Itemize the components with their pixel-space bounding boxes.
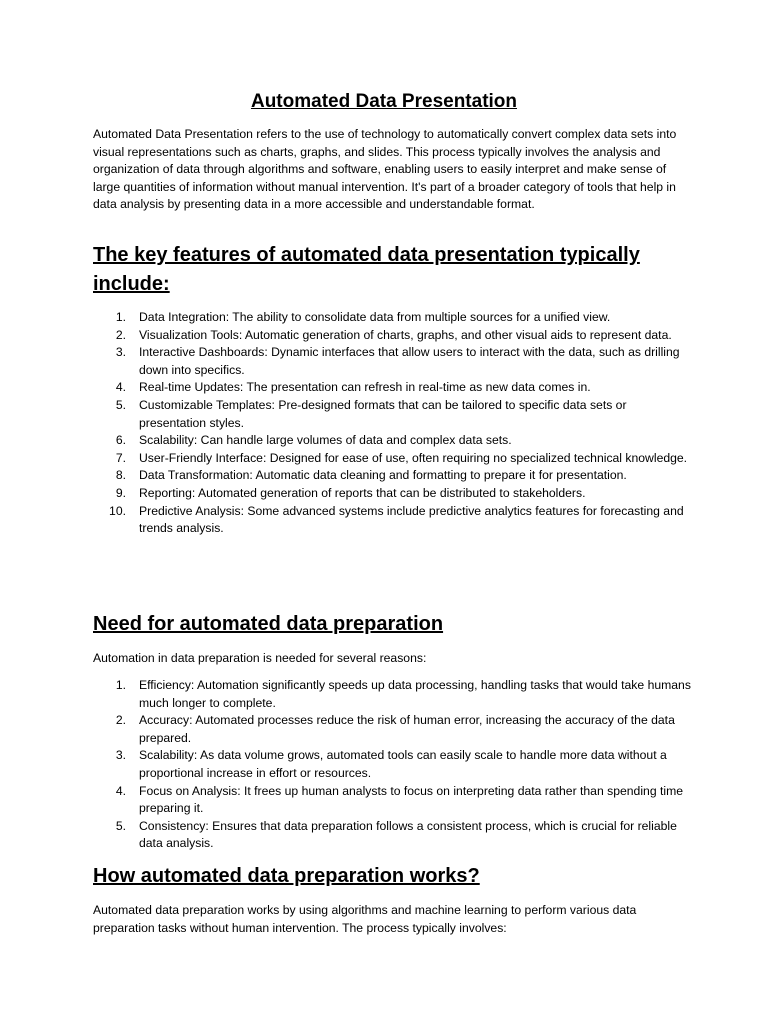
list-item: [93, 344, 693, 379]
list-item-text: Predictive Analysis: Some advanced systems include predictive analytics features for forecasting and trends analysis.: [139, 503, 684, 536]
list-number: 7.: [115, 450, 126, 465]
list-item: [93, 450, 693, 468]
list-item-text: Consistency: Ensures that data preparation follows a consistent process, which is crucial for reliable data analysis.: [139, 818, 677, 851]
features-list: [93, 309, 693, 538]
list-item-text: Customizable Templates: Pre-designed formats that can be tailored to specific data sets or presentation styles.: [139, 397, 627, 430]
list-item: [93, 747, 693, 782]
list-item: [93, 503, 693, 538]
need-intro-paragraph: Automation in data preparation is needed for several reasons:: [93, 651, 427, 665]
list-number: 5.: [115, 397, 126, 412]
list-item-text: Scalability: As data volume grows, automated tools can easily scale to handle more data without a proportional increase in effort or resources.: [139, 748, 667, 780]
features-heading: The key features of automated data presentation typically include:: [93, 244, 640, 295]
list-item: [93, 309, 693, 327]
reasons-list: [93, 677, 693, 853]
list-number: 3.: [115, 748, 126, 763]
list-item-text: Scalability: Can handle large volumes of data and complex data sets.: [139, 433, 512, 448]
list-number: 10.: [109, 503, 126, 518]
list-item: [93, 712, 693, 747]
list-item: [93, 379, 693, 397]
list-number: 1.: [115, 310, 126, 324]
list-number: 1.: [115, 678, 126, 692]
list-number: 6.: [115, 433, 126, 448]
list-item-text: Data Integration: The ability to consolidate data from multiple sources for a unified view.: [139, 310, 611, 324]
list-item: [93, 432, 693, 450]
need-heading: Need for automated data preparation: [93, 613, 444, 635]
list-number: 3.: [115, 345, 126, 360]
list-number: 2.: [115, 713, 126, 728]
list-item-text: Focus on Analysis: It frees up human analysts to focus on interpreting data rather than spending time preparing it.: [139, 783, 684, 816]
how-intro-paragraph: Automated data preparation works by using algorithms and machine learning to perform various data preparation tasks without human intervention. The process typically involves:: [93, 903, 637, 935]
list-item-text: Reporting: Automated generation of reports that can be distributed to stakeholders.: [139, 485, 586, 500]
intro-paragraph: Automated Data Presentation refers to the use of technology to automatically convert complex data sets into visual representations such as charts, graphs, and slides. This process typically involves the analysis and organization of data through algorithms and software, enabling users to easily interpret and make sense of large quantities of information without manual intervention. It's part of a broader category of tools that help in data analysis by presenting data in a more accessible and understandable format.: [93, 127, 677, 212]
how-heading: How automated data preparation works?: [93, 865, 480, 887]
list-number: 2.: [115, 327, 126, 342]
list-number: 4.: [115, 783, 126, 798]
list-number: 9.: [115, 485, 126, 500]
list-item-text: Data Transformation: Automatic data cleaning and formatting to prepare it for presentation.: [139, 468, 627, 483]
list-number: 8.: [115, 468, 126, 483]
list-item-text: Visualization Tools: Automatic generation of charts, graphs, and other visual aids to represent data.: [139, 327, 672, 342]
list-item-text: Interactive Dashboards: Dynamic interfaces that allow users to interact with the data, such as drilling down into specifics.: [139, 345, 680, 377]
list-item-text: User-Friendly Interface: Designed for ease of use, often requiring no specialized technical knowledge.: [139, 450, 688, 465]
document-title: Automated Data Presentation: [250, 91, 518, 112]
list-item-text: Accuracy: Automated processes reduce the risk of human error, increasing the accuracy of the data prepared.: [139, 713, 675, 745]
list-item: [93, 783, 693, 818]
list-number: 5.: [115, 818, 126, 833]
list-item: [93, 818, 693, 853]
list-item-text: Real-time Updates: The presentation can refresh in real-time as new data comes in.: [139, 380, 591, 395]
list-item-text: Efficiency: Automation significantly speeds up data processing, handling tasks that would take humans much longer to complete.: [139, 678, 691, 710]
list-item: [93, 485, 693, 503]
list-number: 4.: [115, 380, 126, 395]
list-item: [93, 397, 693, 432]
list-item: [93, 677, 693, 712]
list-item: [93, 467, 693, 485]
list-item: [93, 327, 693, 345]
